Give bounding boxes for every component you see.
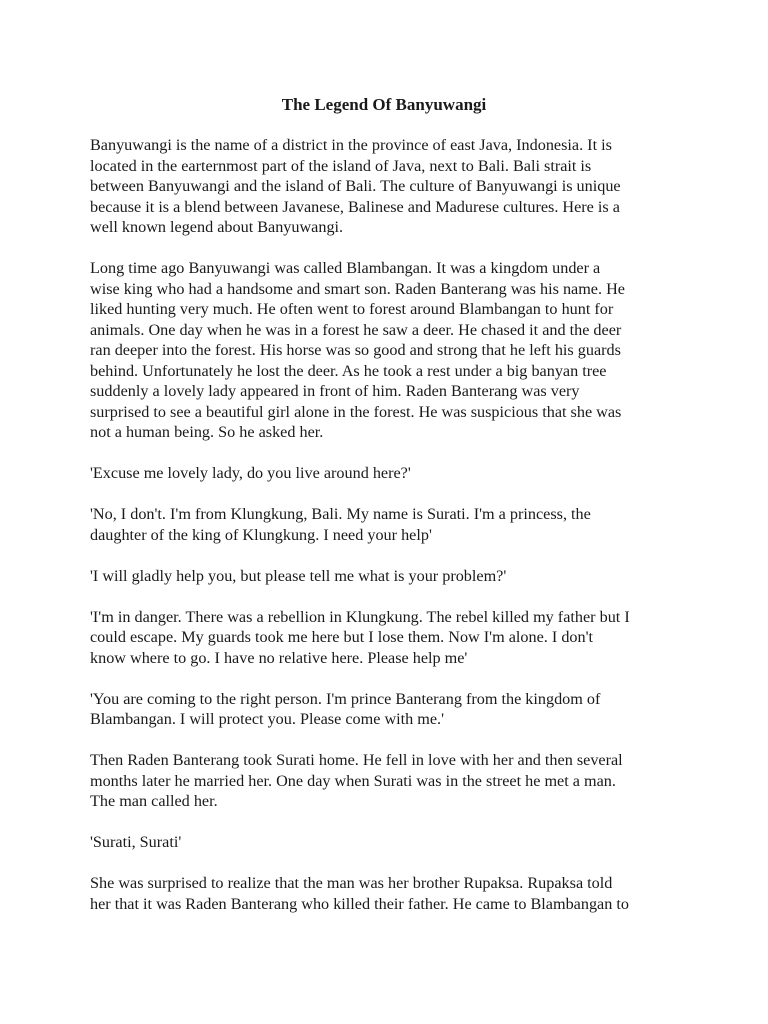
text-line: 'No, I don't. I'm from Klungkung, Bali. My name is Surati. I'm a princess, the bbox=[90, 505, 591, 523]
paragraph bbox=[90, 607, 690, 669]
text-line: She was surprised to realize that the man was her brother Rupaksa. Rupaksa told bbox=[90, 874, 613, 892]
text-line: daughter of the king of Klungkung. I need your help' bbox=[90, 525, 432, 544]
text-line: Long time ago Banyuwangi was called Blambangan. It was a kingdom under a bbox=[90, 259, 601, 277]
text-line: 'You are coming to the right person. I'm prince Banterang from the kingdom of bbox=[90, 689, 601, 708]
text-line: could escape. My guards took me here but I lose them. Now I'm alone. I don't bbox=[90, 628, 594, 646]
text-line: because it is a blend between Javanese, Balinese and Madurese cultures. Here is a bbox=[90, 197, 620, 216]
paragraph bbox=[90, 689, 690, 730]
text-line: know where to go. I have no relative here. Please help me' bbox=[90, 648, 468, 667]
text-line: Banyuwangi is the name of a district in the province of east Java, Indonesia. It is bbox=[90, 136, 612, 154]
text-line: 'Surati, Surati' bbox=[90, 833, 182, 851]
paragraph bbox=[90, 504, 690, 545]
text-line: 'Excuse me lovely lady, do you live around here?' bbox=[90, 464, 411, 482]
text-line: 'I will gladly help you, but please tell me what is your problem?' bbox=[90, 566, 507, 585]
text-line: surprised to see a beautiful girl alone in the forest. He was suspicious that she was bbox=[90, 402, 622, 421]
text-line: between Banyuwangi and the island of Bali. The culture of Banyuwangi is unique bbox=[90, 177, 621, 195]
paragraph bbox=[90, 832, 690, 853]
document-body bbox=[90, 135, 690, 935]
text-line: located in the earternmost part of the island of Java, next to Bali. Bali strait is bbox=[90, 156, 592, 175]
paragraph bbox=[90, 566, 690, 587]
text-line: Then Raden Banterang took Surati home. He fell in love with her and then several bbox=[90, 751, 623, 769]
text-line: behind. Unfortunately he lost the deer. As he took a rest under a big banyan tree bbox=[90, 361, 607, 380]
text-line: animals. One day when he was in a forest he saw a deer. He chased it and the deer bbox=[90, 320, 622, 339]
text-line: 'I'm in danger. There was a rebellion in Klungkung. The rebel killed my father but I bbox=[90, 607, 630, 626]
text-line: well known legend about Banyuwangi. bbox=[90, 218, 344, 236]
text-line: suddenly a lovely lady appeared in front of him. Raden Banterang was very bbox=[90, 382, 580, 400]
text-line: her that it was Raden Banterang who killed their father. He came to Blambangan to bbox=[90, 894, 629, 913]
text-line: Blambangan. I will protect you. Please come with me.' bbox=[90, 710, 445, 728]
text-line: not a human being. So he asked her. bbox=[90, 423, 324, 441]
document-title: The Legend Of Banyuwangi bbox=[281, 95, 487, 114]
text-line: wise king who had a handsome and smart son. Raden Banterang was his name. He bbox=[90, 279, 625, 298]
text-line: months later he married her. One day when Surati was in the street he met a man. bbox=[90, 771, 616, 790]
paragraph bbox=[90, 135, 690, 238]
paragraph bbox=[90, 258, 690, 443]
text-line: The man called her. bbox=[90, 792, 218, 810]
paragraph bbox=[90, 873, 690, 914]
text-line: liked hunting very much. He often went to forest around Blambangan to hunt for bbox=[90, 300, 614, 318]
text-line: ran deeper into the forest. His horse was so good and strong that he left his guards bbox=[90, 341, 621, 359]
paragraph bbox=[90, 463, 690, 484]
paragraph bbox=[90, 750, 690, 812]
